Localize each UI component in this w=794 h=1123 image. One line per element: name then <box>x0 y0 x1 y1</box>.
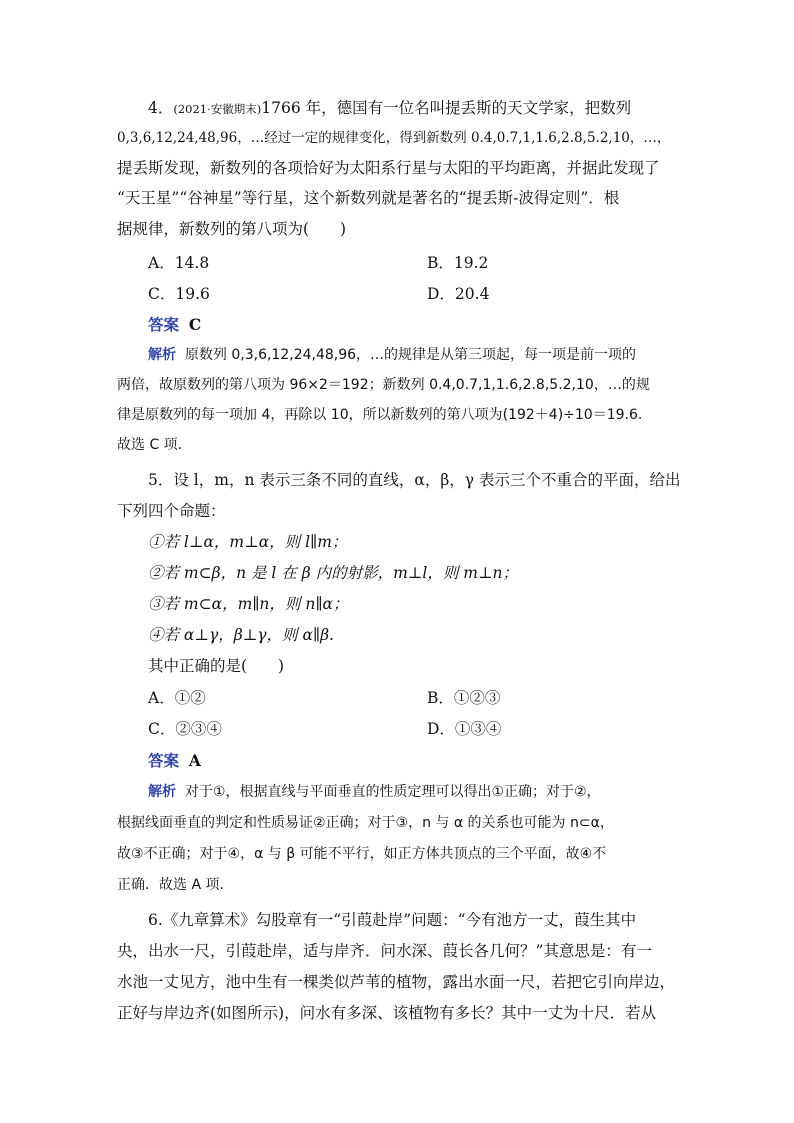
q4-option-a: A．14.8 <box>148 254 210 272</box>
q5-option-a: A．①② <box>148 689 206 707</box>
q5-answer <box>148 749 201 773</box>
analysis-label: 解析 <box>148 784 176 800</box>
q4-line-3: 提丢斯发现，新数列的各项恰好为太阳系行星与太阳的平均距离，并据此发现了 <box>117 159 660 177</box>
q4-number: 4． <box>148 99 174 117</box>
q4-analysis-line-1: 解析 原数列 0,3,6,12,24,48,96，…的规律是从第三项起，每一项是前一项的 <box>148 347 637 363</box>
q5-line-2: 下列四个命题： <box>117 502 226 520</box>
q5-prop-3: ③若 m⊂α，m∥n，则 n∥α； <box>148 595 349 613</box>
q5-option-c: C．②③④ <box>148 720 222 738</box>
q6-line-4: 正好与岸边齐(如图所示)，问水有多深、该植物有多长？其中一丈为十尺．若从 <box>117 1004 657 1022</box>
answer-value: A <box>188 751 201 770</box>
q4-line-5: 据规律，新数列的第八项为( ) <box>117 220 347 238</box>
q5-option-b: B．①②③ <box>427 689 501 707</box>
q5-analysis-line-4: 正确．故选 A 项. <box>117 877 224 893</box>
q5-stem: 其中正确的是( ) <box>148 657 285 675</box>
q4-option-d: D．20.4 <box>427 285 490 303</box>
q6-line-2: 央，出水一尺，引葭赴岸，适与岸齐．问水深、葭长各几何？”其意思是：有一 <box>117 942 652 960</box>
analysis-label: 解析 <box>148 347 176 363</box>
q5-analysis-line-1: 解析 对于①，根据直线与平面垂直的性质定理可以得出①正确；对于②， <box>148 784 601 800</box>
q4-line-4: “天王星”“谷神星”等行星，这个新数列就是著名的“提丢斯-波得定则”．根 <box>117 189 620 207</box>
q6-line-3: 水池一丈见方，池中生有一棵类似芦苇的植物，露出水面一尺，若把它引向岸边， <box>117 973 676 991</box>
q4-answer <box>148 313 201 337</box>
q4-line-1: 4．(2021·安徽期末)1766 年，德国有一位名叫提丢斯的天文学家，把数列 <box>148 99 632 117</box>
q4-line-2: 0,3,6,12,24,48,96，…经过一定的规律变化，得到新数列 0.4,0.7,1,1.6,2.8,5.2,10，…， <box>117 130 671 146</box>
q4-analysis-line-2: 两倍，故原数列的第八项为 96×2＝192；新数列 0.4,0.7,1,1.6,2.8,5.2,10，…的规 <box>117 377 650 393</box>
q5-line-1: 5．设 l，m，n 表示三条不同的直线，α，β，γ 表示三个不重合的平面，给出 <box>148 471 681 489</box>
answer-label: 答案 <box>148 751 180 770</box>
q4-option-b: B．19.2 <box>427 254 489 272</box>
q5-analysis-line-3: 故③不正确；对于④，α 与 β 可能不平行，如正方体共顶点的三个平面，故④不 <box>117 846 607 862</box>
q4-option-c: C．19.6 <box>148 285 210 303</box>
q6-line-1: 6.《九章算术》勾股章有一“引葭赴岸”问题：“今有池方一丈，葭生其中 <box>148 911 637 929</box>
q5-prop-2: ②若 m⊂β，n 是 l 在 β 内的射影，m⊥l，则 m⊥n； <box>148 564 519 582</box>
q5-analysis-line-2: 根据线面垂直的判定和性质易证②正确；对于③，n 与 α 的关系也可能为 n⊂α， <box>117 815 614 831</box>
answer-value: C <box>188 315 202 334</box>
q5-prop-4: ④若 α⊥γ，β⊥γ，则 α∥β. <box>148 626 334 644</box>
q5-prop-1: ①若 l⊥α，m⊥α，则 l∥m； <box>148 533 348 551</box>
q4-analysis-line-4: 故选 C 项. <box>117 437 183 453</box>
answer-label: 答案 <box>148 315 180 334</box>
q4-source: (2021·安徽期末) <box>173 102 262 116</box>
q5-option-d: D．①③④ <box>427 720 502 738</box>
q4-analysis-line-3: 律是原数列的每一项加 4，再除以 10，所以新数列的第八项为(192＋4)÷10＝19.6. <box>117 407 643 423</box>
